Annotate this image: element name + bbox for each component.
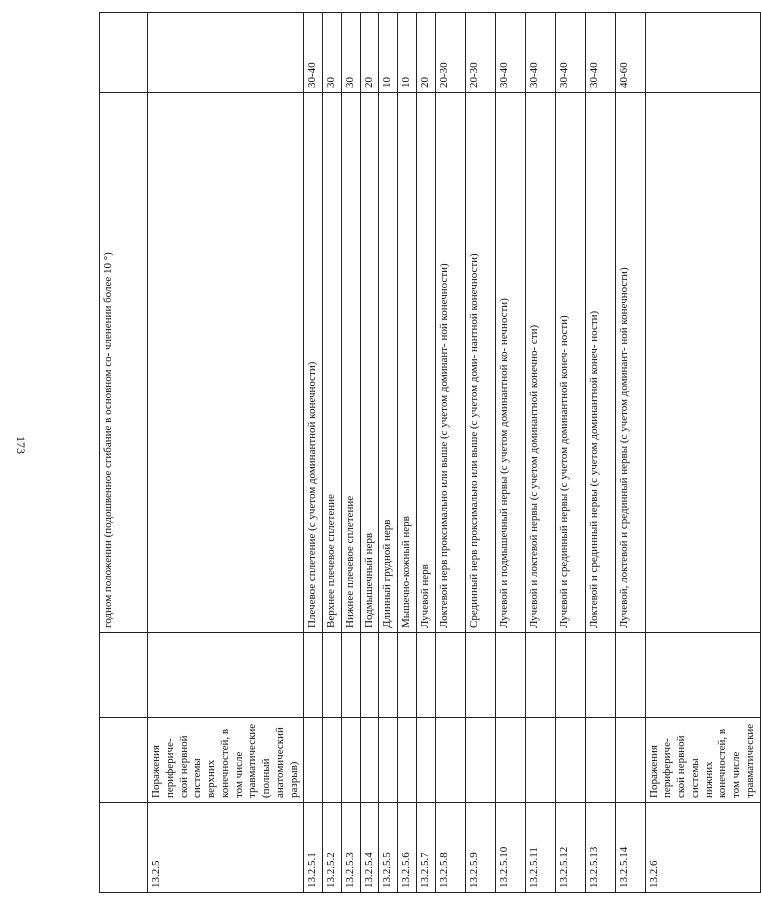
row-description: Нижнее плечевое сплетение: [341, 93, 360, 633]
row-description: Верхнее плечевое сплетение: [323, 93, 342, 633]
table-row: [100, 13, 148, 893]
row-description: Лучевой нерв: [416, 93, 435, 633]
row-group: [435, 718, 465, 803]
row-group: Поражения перифериче- ской нервной системы нижних конечностей, в том числе травматические: [645, 718, 760, 803]
table-row: [323, 13, 342, 893]
row-percent: 40-60: [615, 13, 645, 93]
row-code: 13.2.5.11: [525, 803, 555, 893]
row-group: [585, 718, 615, 803]
row-group: Поражения перифериче- ской нервной системы верхних конечностей, в том числе травматические (полный анатомический разрыв): [148, 718, 304, 803]
disability-criteria-table: [99, 12, 761, 893]
row-percent: 20: [360, 13, 379, 93]
row-empty: [585, 633, 615, 718]
row-group: [323, 718, 342, 803]
row-code: 13.2.5.7: [416, 803, 435, 893]
row-group: [555, 718, 585, 803]
row-code: 13.2.5: [148, 803, 304, 893]
row-description: Длинный грудной нерв: [379, 93, 398, 633]
row-code: 13.2.5.5: [379, 803, 398, 893]
row-percent: [100, 13, 148, 93]
table-row: [645, 13, 760, 893]
row-empty: [555, 633, 585, 718]
row-empty: [465, 633, 495, 718]
row-group: [615, 718, 645, 803]
row-empty: [645, 633, 760, 718]
row-code: 13.2.5.12: [555, 803, 585, 893]
row-empty: [148, 633, 304, 718]
table-row: [585, 13, 615, 893]
table-row: [148, 13, 304, 893]
row-code: 13.2.5.10: [495, 803, 525, 893]
table-row: [416, 13, 435, 893]
table-row: [435, 13, 465, 893]
row-code: 13.2.5.13: [585, 803, 615, 893]
row-percent: 20: [416, 13, 435, 93]
row-empty: [304, 633, 323, 718]
row-description: Мышечно-кожный нерв: [398, 93, 417, 633]
row-description: Плечевое сплетение (с учетом доминантной конечности): [304, 93, 323, 633]
row-percent: 30: [341, 13, 360, 93]
row-code: 13.2.5.14: [615, 803, 645, 893]
row-code: 13.2.5.1: [304, 803, 323, 893]
row-description: Подмышечный нерв: [360, 93, 379, 633]
rotated-table-wrapper: [99, 13, 756, 893]
row-percent: 30-40: [495, 13, 525, 93]
row-code: 13.2.5.4: [360, 803, 379, 893]
row-percent: [148, 13, 304, 93]
row-empty: [341, 633, 360, 718]
row-empty: [615, 633, 645, 718]
table-row: [465, 13, 495, 893]
row-description: Лучевой и срединный нервы (с учетом доминантной конеч- ности): [555, 93, 585, 633]
row-percent: 20-30: [435, 13, 465, 93]
table-row: [304, 13, 323, 893]
row-empty: [416, 633, 435, 718]
table-row: [379, 13, 398, 893]
row-code: 13.2.5.6: [398, 803, 417, 893]
row-code: 13.2.5.2: [323, 803, 342, 893]
row-group: [304, 718, 323, 803]
row-description: [645, 93, 760, 633]
row-code: 13.2.5.9: [465, 803, 495, 893]
row-group: [341, 718, 360, 803]
row-group: [379, 718, 398, 803]
row-code: 13.2.5.3: [341, 803, 360, 893]
row-code: [100, 803, 148, 893]
row-empty: [495, 633, 525, 718]
table-row: [398, 13, 417, 893]
table-row: [341, 13, 360, 893]
row-percent: 30: [323, 13, 342, 93]
page-number: 173: [14, 436, 28, 454]
row-percent: [645, 13, 760, 93]
row-empty: [100, 633, 148, 718]
row-empty: [525, 633, 555, 718]
row-group: [525, 718, 555, 803]
table-row: [495, 13, 525, 893]
table-row: [525, 13, 555, 893]
row-description: Лучевой и локтевой нервы (с учетом доминантной конечно- сти): [525, 93, 555, 633]
row-description: Локтевой нерв проксимально или выше (с учетом доминант- ной конечности): [435, 93, 465, 633]
row-description: [148, 93, 304, 633]
row-empty: [360, 633, 379, 718]
row-percent: 10: [379, 13, 398, 93]
row-percent: 30-40: [555, 13, 585, 93]
row-description: Срединный нерв проксимально или выше (с учетом доми- нантной конечности): [465, 93, 495, 633]
row-description: Лучевой и подмышечный нервы (с учетом доминантной ко- нечности): [495, 93, 525, 633]
row-description: Локтевой и срединный нервы (с учетом доминантной конеч- ности): [585, 93, 615, 633]
table-row: [615, 13, 645, 893]
row-description: Лучевой, локтевой и срединный нервы (с учетом доминант- ной конечности): [615, 93, 645, 633]
row-empty: [435, 633, 465, 718]
row-empty: [398, 633, 417, 718]
row-group: [495, 718, 525, 803]
row-empty: [323, 633, 342, 718]
row-group: [398, 718, 417, 803]
row-description: годном положении (подошвенное сгибание в основном со- членении более 10 °): [100, 93, 148, 633]
row-percent: 30-40: [585, 13, 615, 93]
row-group: [416, 718, 435, 803]
row-code: 13.2.5.8: [435, 803, 465, 893]
row-empty: [379, 633, 398, 718]
row-code: 13.2.6: [645, 803, 760, 893]
row-percent: 20-30: [465, 13, 495, 93]
row-group: [465, 718, 495, 803]
row-percent: 30-40: [525, 13, 555, 93]
table-row: [555, 13, 585, 893]
row-group: [100, 718, 148, 803]
table-row: [360, 13, 379, 893]
row-percent: 30-40: [304, 13, 323, 93]
row-percent: 10: [398, 13, 417, 93]
row-group: [360, 718, 379, 803]
